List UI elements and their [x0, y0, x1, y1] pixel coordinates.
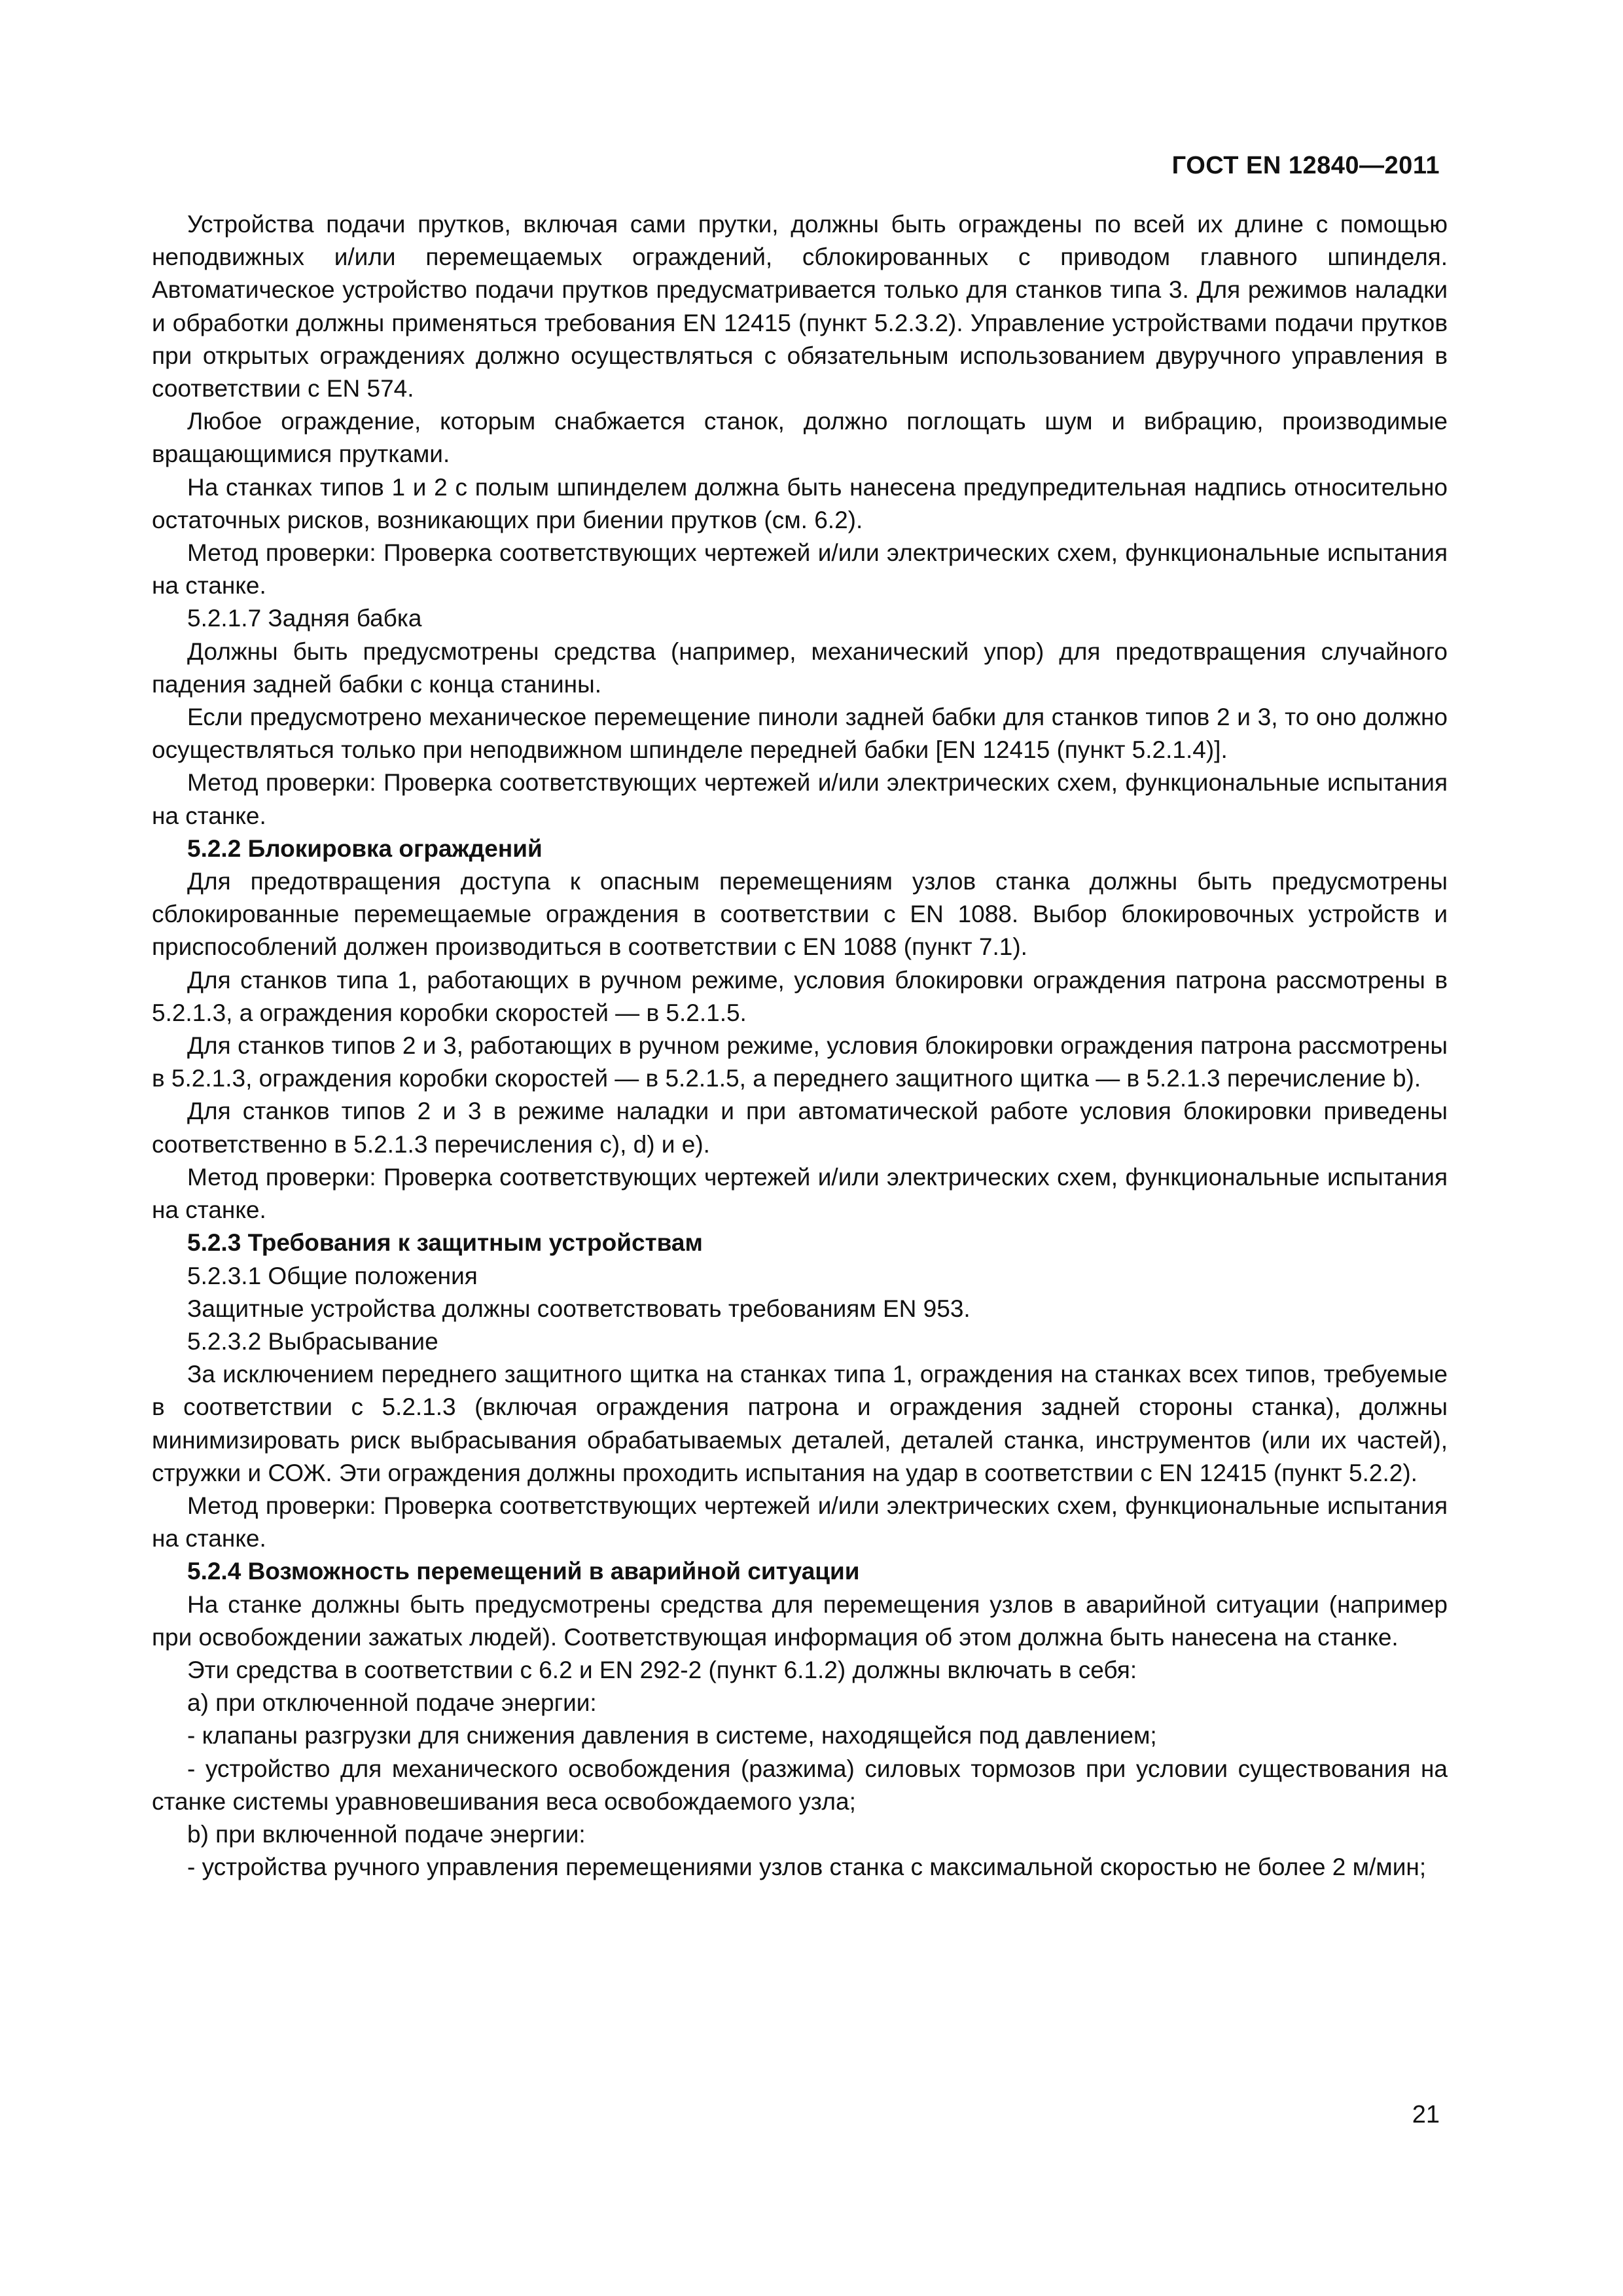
paragraph: - устройства ручного управления перемещениями узлов станка с максимальной скоростью не более 2 м/мин; [187, 1854, 1427, 1881]
paragraph: За исключением переднего защитного щитка на станках типа 1, ограждения на станках всех типов, требуемые в соответствии с 5.2.1.3 (включая ограждения патрона и ограждения задней стороны станка), должны минимизировать риск выбрасывания обрабатываемых деталей, деталей станка, инструментов (или их частей), стружки и СОЖ. Эти ограждения должны проходить испытания на удар в соответствии с EN 12415 (пункт 5.2.2). [152, 1361, 1448, 1486]
paragraph: Для предотвращения доступа к опасным перемещениям узлов станка должны быть предусмотрены сблокированные перемещаемые ограждения в соответствии с EN 1088. Выбор блокировочных устройств и приспособлений должен производиться в соответствии с EN 1088 (пункт 7.1). [152, 868, 1448, 961]
paragraph: a) при отключенной подаче энергии: [187, 1689, 597, 1717]
paragraph: Для станков типа 1, работающих в ручном режиме, условия блокировки ограждения патрона рассмотрены в 5.2.1.3, а ограждения коробки скоростей — в 5.2.1.5. [152, 966, 1448, 1026]
paragraph: Если предусмотрено механическое перемещение пиноли задней бабки для станков типов 2 и 3, то оно должно осуществляться только при неподвижном шпинделе передней бабки [EN 12415 (пункт 5.2.1.4)]. [152, 704, 1448, 764]
paragraph: Устройства подачи прутков, включая сами прутки, должны быть ограждены по всей их длине с помощью неподвижных и/или перемещаемых ограждений, сблокированных с приводом главного шпинделя. Автоматическое устройство подачи прутков предусматривается только для станков типа 3. Для режимов наладки и обработки должны применяться требования EN 12415 (пункт 5.2.3.2). Управление устройствами подачи прутков при открытых ограждениях должно осуществляться с обязательным использованием двуручного управления в соответствии с EN 574. [152, 211, 1448, 403]
paragraph: Метод проверки: Проверка соответствующих чертежей и/или электрических схем, функциональные испытания на станке. [152, 1492, 1448, 1552]
document-code-header: ГОСТ EN 12840—2011 [1171, 152, 1440, 179]
document-body [152, 208, 1448, 1884]
section-heading: 5.2.3 Требования к защитным устройствам [187, 1229, 703, 1257]
subsection-title: 5.2.3.1 Общие положения [187, 1262, 478, 1289]
paragraph: - клапаны разгрузки для снижения давления в системе, находящейся под давлением; [187, 1722, 1157, 1749]
subsection-title: 5.2.3.2 Выбрасывание [187, 1327, 438, 1355]
paragraph: Для станков типов 2 и 3 в режиме наладки и при автоматической работе условия блокировки приведены соответственно в 5.2.1.3 перечисления c), d) и e). [152, 1098, 1448, 1158]
paragraph: На станке должны быть предусмотрены средства для перемещения узлов в аварийной ситуации (например при освобождении зажатых людей). Соответствующая информация об этом должна быть нанесена на станке. [152, 1590, 1448, 1651]
paragraph: Эти средства в соответствии с 6.2 и EN 292-2 (пункт 6.1.2) должны включать в себя: [187, 1656, 1137, 1683]
paragraph: Любое ограждение, которым снабжается станок, должно поглощать шум и вибрацию, производимые вращающимися прутками. [152, 408, 1448, 468]
paragraph: - устройство для механического освобождения (разжима) силовых тормозов при условии существования на станке системы уравновешивания веса освобождаемого узла; [152, 1755, 1448, 1815]
paragraph: b) при включенной подаче энергии: [187, 1820, 586, 1848]
section-heading: 5.2.2 Блокировка ограждений [187, 834, 543, 862]
paragraph: Защитные устройства должны соответствовать требованиям EN 953. [187, 1295, 971, 1322]
paragraph: Метод проверки: Проверка соответствующих чертежей и/или электрических схем, функциональные испытания на станке. [152, 769, 1448, 829]
section-heading: 5.2.4 Возможность перемещений в аварийной ситуации [187, 1558, 860, 1585]
paragraph: Метод проверки: Проверка соответствующих чертежей и/или электрических схем, функциональные испытания на станке. [152, 539, 1448, 600]
page-number: 21 [1412, 2101, 1440, 2128]
paragraph: Для станков типов 2 и 3, работающих в ручном режиме, условия блокировки ограждения патрона рассмотрены в 5.2.1.3, ограждения коробки скоростей — в 5.2.1.5, а переднего защитного щитка — в 5.2.1.3 перечисление b). [152, 1032, 1448, 1092]
paragraph: Должны быть предусмотрены средства (например, механический упор) для предотвращения случайного падения задней бабки с конца станины. [152, 637, 1448, 698]
paragraph: Метод проверки: Проверка соответствующих чертежей и/или электрических схем, функциональные испытания на станке. [152, 1163, 1448, 1224]
paragraph: На станках типов 1 и 2 с полым шпинделем должна быть нанесена предупредительная надпись относительно остаточных рисков, возникающих при биении прутков (см. 6.2). [152, 473, 1448, 533]
subsection-title: 5.2.1.7 Задняя бабка [187, 605, 422, 632]
